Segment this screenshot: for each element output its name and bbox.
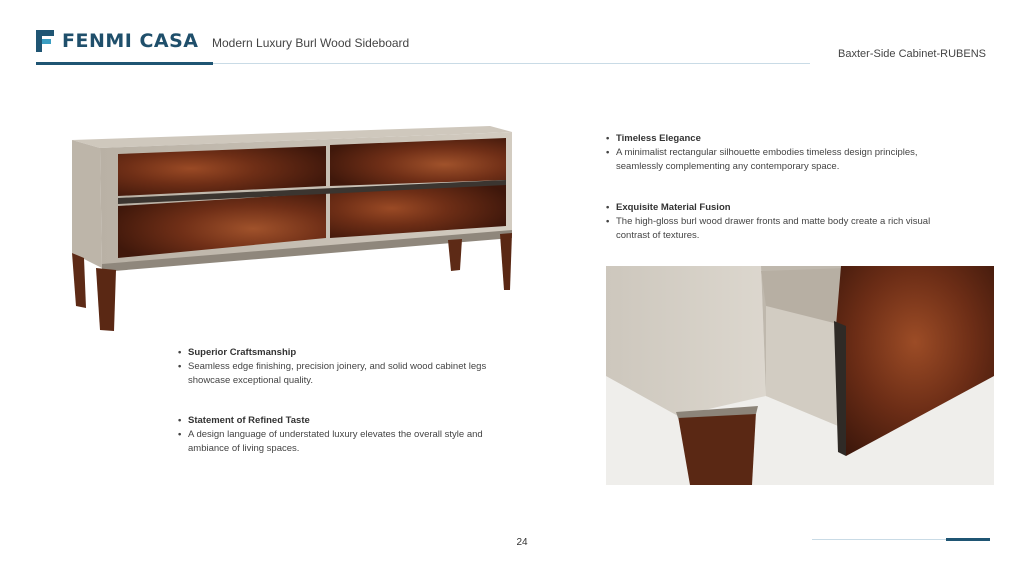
feature-material-fusion: • Exquisite Material Fusion • The high-gloss burl wood drawer fronts and matte body create a rich visual contrast of textures.	[606, 201, 936, 243]
feature-text: The high-gloss burl wood drawer fronts and matte body create a rich visual contrast of textures.	[616, 216, 931, 241]
feature-heading: Timeless Elegance	[616, 133, 701, 144]
page-number: 24	[516, 537, 528, 548]
product-name: Baxter-Side Cabinet-RUBENS	[838, 48, 986, 60]
feature-text: A minimalist rectangular silhouette embodies timeless design principles, seamlessly complementing any contemporary space.	[616, 147, 918, 172]
feature-craftsmanship: • Superior Craftsmanship • Seamless edge finishing, precision joinery, and solid wood cabinet legs showcase exceptional quality.	[178, 346, 508, 388]
drawer-detail-image	[606, 266, 994, 485]
feature-text: Seamless edge finishing, precision joinery, and solid wood cabinet legs showcase exceptional quality.	[188, 361, 487, 386]
footer-divider	[812, 539, 946, 540]
footer-accent-line	[946, 538, 990, 541]
feature-heading: Exquisite Material Fusion	[616, 202, 731, 213]
feature-heading: Statement of Refined Taste	[188, 415, 310, 426]
page-title: Modern Luxury Burl Wood Sideboard	[212, 36, 410, 50]
brand-logo	[36, 30, 199, 52]
logo-mark-icon	[36, 30, 54, 52]
feature-heading: Superior Craftsmanship	[188, 347, 297, 358]
feature-timeless-elegance: • Timeless Elegance • A minimalist rectangular silhouette embodies timeless design principles, seamlessly complementing any contemporary space.	[606, 132, 936, 174]
feature-refined-taste: • Statement of Refined Taste • A design language of understated luxury elevates the overall style and ambiance of living spaces.	[178, 414, 508, 456]
header-accent-line	[36, 62, 213, 65]
brand-name: FENMI CASA	[62, 30, 199, 52]
header-divider	[213, 63, 810, 64]
sideboard-image	[60, 118, 530, 338]
feature-text: A design language of understated luxury elevates the overall style and ambiance of living spaces.	[188, 429, 483, 454]
